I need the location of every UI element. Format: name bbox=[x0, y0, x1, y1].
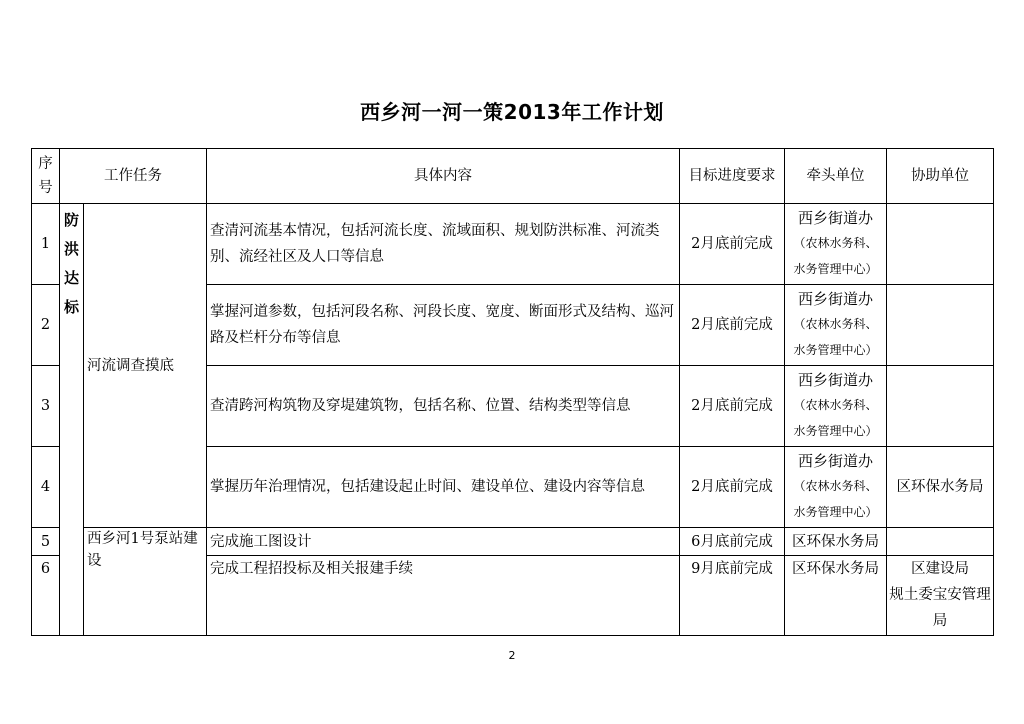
row-lead: 区环保水务局 bbox=[785, 528, 887, 556]
lead-sub: （农林水务科、 bbox=[793, 317, 878, 331]
row-schedule: 2月底前完成 bbox=[680, 366, 785, 447]
header-task: 工作任务 bbox=[60, 149, 207, 204]
task-survey: 河流调查摸底 bbox=[84, 204, 207, 528]
row-schedule: 2月底前完成 bbox=[680, 285, 785, 366]
category-label: 防洪达标 bbox=[63, 211, 79, 316]
page-number: 2 bbox=[508, 649, 516, 662]
lead-sub: （农林水务科、 bbox=[793, 398, 878, 412]
row-seq: 5 bbox=[32, 528, 60, 556]
header-lead: 牵头单位 bbox=[785, 149, 887, 204]
row-schedule: 2月底前完成 bbox=[680, 204, 785, 285]
header-seq bbox=[32, 149, 60, 204]
lead-main: 西乡街道办 bbox=[797, 452, 873, 470]
row-seq: 3 bbox=[32, 366, 60, 447]
row-assist bbox=[887, 556, 994, 636]
assist-line: 区建设局 bbox=[911, 561, 969, 577]
lead-sub: 水务管理中心） bbox=[793, 262, 878, 276]
lead-main: 西乡街道办 bbox=[797, 290, 873, 308]
row-schedule: 6月底前完成 bbox=[680, 528, 785, 556]
row-content: 查清河流基本情况，包括河流长度、流域面积、规划防洪标准、河流类别、流经社区及人口等信息 bbox=[207, 204, 680, 285]
table-row bbox=[32, 204, 994, 285]
lead-sub: （农林水务科、 bbox=[793, 236, 878, 250]
row-assist bbox=[887, 528, 994, 556]
header-content: 具体内容 bbox=[207, 149, 680, 204]
row-seq: 2 bbox=[32, 285, 60, 366]
work-plan-table bbox=[31, 148, 994, 636]
row-seq: 6 bbox=[32, 556, 60, 636]
lead-main: 西乡街道办 bbox=[797, 371, 873, 389]
assist-line: 规土委宝安管理局 bbox=[889, 587, 991, 629]
row-lead bbox=[785, 204, 887, 285]
row-lead bbox=[785, 285, 887, 366]
row-content: 完成工程招投标及相关报建手续 bbox=[207, 556, 680, 636]
row-lead bbox=[785, 447, 887, 528]
row-lead: 区环保水务局 bbox=[785, 556, 887, 636]
lead-main: 西乡街道办 bbox=[797, 209, 873, 227]
lead-sub: 水务管理中心） bbox=[793, 424, 878, 438]
row-schedule: 2月底前完成 bbox=[680, 447, 785, 528]
row-assist bbox=[887, 285, 994, 366]
document-title: 西乡河一河一策2013年工作计划 bbox=[360, 100, 664, 124]
header-assist: 协助单位 bbox=[887, 149, 994, 204]
row-assist: 区环保水务局 bbox=[887, 447, 994, 528]
category-cell bbox=[60, 204, 84, 636]
row-content: 查清跨河构筑物及穿堤建筑物，包括名称、位置、结构类型等信息 bbox=[207, 366, 680, 447]
header-row bbox=[32, 149, 994, 204]
row-seq: 1 bbox=[32, 204, 60, 285]
row-assist bbox=[887, 366, 994, 447]
lead-sub: 水务管理中心） bbox=[793, 505, 878, 519]
row-schedule: 9月底前完成 bbox=[680, 556, 785, 636]
task-pump-station bbox=[84, 528, 207, 636]
header-seq-label: 序号 bbox=[38, 156, 53, 196]
row-content: 掌握历年治理情况，包括建设起止时间、建设单位、建设内容等信息 bbox=[207, 447, 680, 528]
header-schedule: 目标进度要求 bbox=[680, 149, 785, 204]
row-content: 完成施工图设计 bbox=[207, 528, 680, 556]
lead-sub: （农林水务科、 bbox=[793, 479, 878, 493]
lead-sub: 水务管理中心） bbox=[793, 343, 878, 357]
table-row bbox=[32, 528, 994, 556]
row-seq: 4 bbox=[32, 447, 60, 528]
row-content: 掌握河道参数，包括河段名称、河段长度、宽度、断面形式及结构、巡河路及栏杆分布等信息 bbox=[207, 285, 680, 366]
row-lead bbox=[785, 366, 887, 447]
task-pump-station-label: 西乡河1号泵站建设 bbox=[87, 531, 198, 569]
row-assist bbox=[887, 204, 994, 285]
